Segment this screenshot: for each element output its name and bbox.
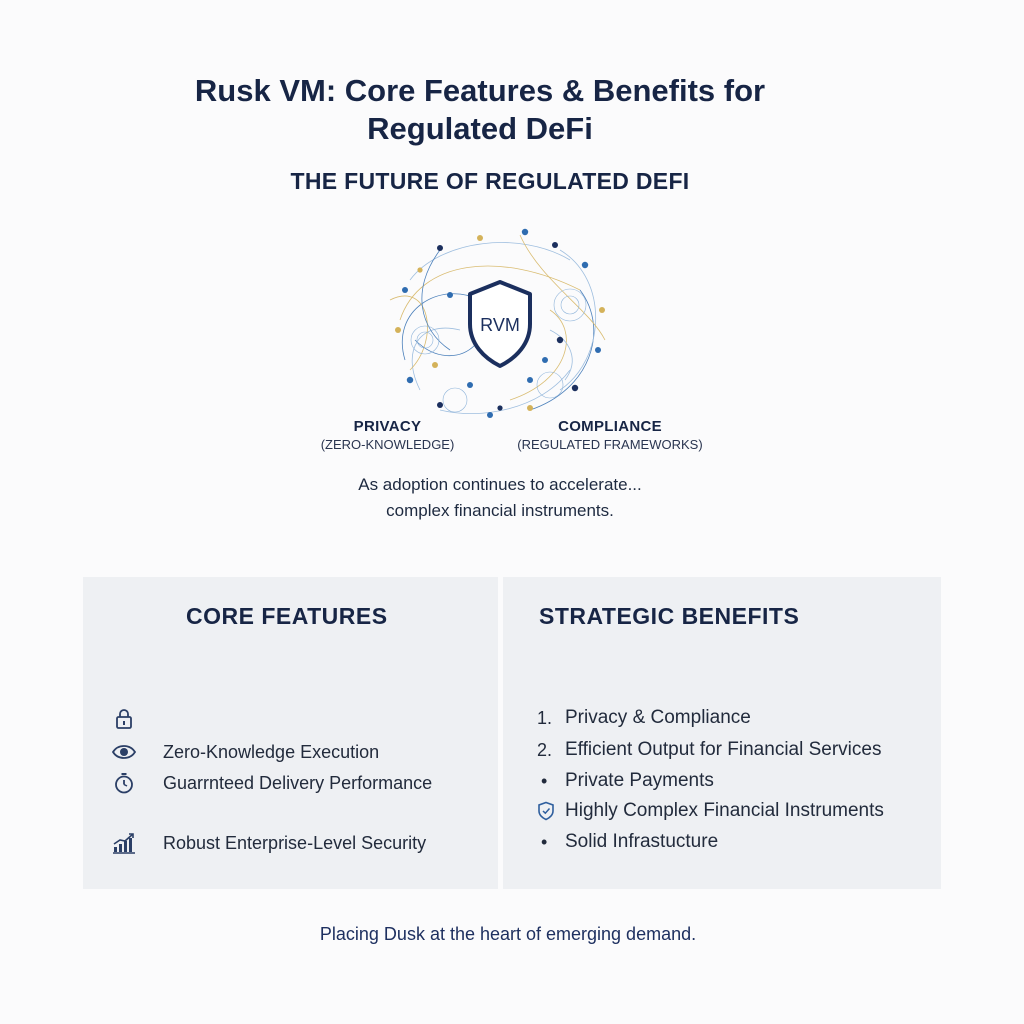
title-line-2: Regulated DeFi [367,111,593,146]
intro-text [0,472,1000,524]
bullet: • [541,770,548,791]
benefit-label: Private Payments [565,770,714,791]
network-node [437,245,443,251]
benefit-item [537,770,714,792]
swirl-ring [554,289,586,321]
swirl-ring [417,332,433,348]
compliance-label [510,418,710,452]
network-node [582,262,588,268]
bullet: • [541,831,548,852]
network-node [552,242,558,248]
bar-chart-icon [111,831,137,855]
benefit-label: Highly Complex Financial Instruments [565,800,884,821]
network-node [595,347,601,353]
feature-label: Guarrnteed Delivery Performance [163,772,433,793]
network-swirl [410,243,570,280]
network-node [572,385,578,391]
feature-item [111,740,379,764]
feature-item [111,771,432,795]
rvm-network-illustration [380,220,620,430]
network-node [527,377,533,383]
benefit-item [537,831,718,853]
feature-item [111,831,426,855]
eye-icon [111,740,137,764]
network-node [599,307,605,313]
footer-text: Placing Dusk at the heart of emerging demand. [319,924,697,944]
network-swirl [440,370,570,414]
network-node [402,287,408,293]
shield-icon [537,801,565,821]
feature-label: Zero-Knowledge Execution [163,741,380,762]
compliance-title: COMPLIANCE [558,418,662,435]
benefit-item [537,707,751,729]
benefit-label: Solid Infrastucture [565,831,719,852]
network-node [557,337,563,343]
privacy-title: PRIVACY [353,418,422,435]
page-subtitle: THE FUTURE OF REGULATED DEFI [290,168,690,194]
network-node [522,229,528,235]
network-swirl [390,296,427,370]
core-features-panel [83,577,498,889]
network-swirl [530,290,594,410]
benefit-item [537,800,884,822]
benefit-item [537,739,881,761]
network-node [467,382,473,388]
swirl-ring [443,388,467,412]
network-node [395,327,401,333]
benefit-number: 1. [537,707,553,728]
stopwatch-icon [111,771,137,795]
rvm-shield-icon [470,282,530,366]
feature-label: Robust Enterprise-Level Security [163,832,427,853]
network-node [437,402,443,408]
intro-line-2: complex financial instruments. [386,501,614,520]
privacy-subtitle: (ZERO-KNOWLEDGE) [320,437,455,452]
core-features-heading: CORE FEATURES [186,603,388,629]
network-node [497,405,502,410]
title-line-1: Rusk VM: Core Features & Benefits for [194,73,766,108]
benefit-label: Privacy & Compliance [565,707,751,728]
intro-line-1: As adoption continues to accelerate... [358,475,642,494]
compliance-subtitle: (REGULATED FRAMEWORKS) [517,437,703,452]
strategic-benefits-panel [503,577,941,889]
benefit-number: 2. [537,739,553,760]
network-node [447,292,453,298]
network-swirl [422,250,450,350]
network-node [542,357,548,363]
network-node [527,405,533,411]
lock-icon [111,707,137,731]
strategic-benefits-heading: STRATEGIC BENEFITS [539,603,800,629]
privacy-label [300,418,475,452]
rvm-label: RVM [480,315,520,335]
page-title [0,72,960,148]
network-node [487,412,493,418]
network-node [417,267,422,272]
network-node [432,362,438,368]
feature-item [111,707,163,731]
network-node [407,377,413,383]
network-node [477,235,483,241]
benefit-label: Efficient Output for Financial Services [565,739,882,760]
